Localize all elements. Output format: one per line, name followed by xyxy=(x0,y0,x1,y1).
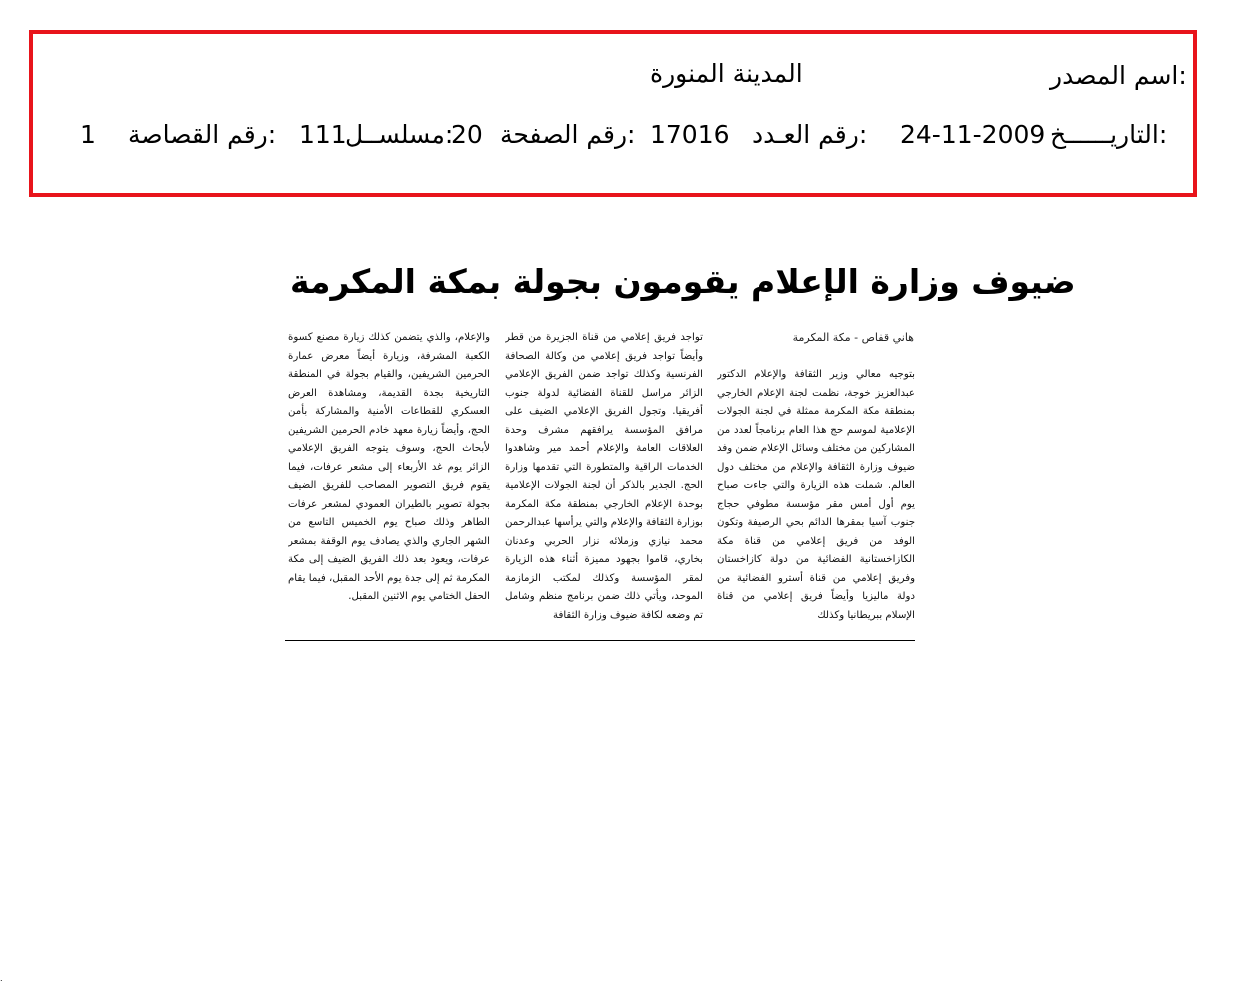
page-label: رقم الصفحة: xyxy=(500,120,636,149)
issue-value: 17016 xyxy=(650,120,730,149)
article-byline: هاني قفاص - مكة المكرمة xyxy=(792,331,914,344)
article-headline: ضيوف وزارة الإعلام يقومون بجولة بمكة المكرمة xyxy=(290,262,1076,301)
source-info-box xyxy=(29,30,1197,197)
article-column-2: تواجد فريق إعلامي من قناة الجزيرة من قطر وأيضاً تواجد فريق إعلامي من وكالة الصحافة الفرنسية وكذلك تواجد ضمن الفريق الإعلامي الزائر مراسل للقناة الفضائية لدولة جنوب أفريقيا. وتجول الفريق الإعلامي الضيف على مرافق المؤسسة يرافقهم مشرف وحدة العلاقات العامة والإعلام أحمد مير وشاهدوا الخدمات الراقية والمتطورة التي تقدمها وزارة الحج. الجدير بالذكر أن لجنة الجولات الإعلامية بوحدة الإعلام الخارجي بمنطقة مكة المكرمة بوزارة الثقافة والإعلام والتي يرأسها عبدالرحمن محمد نيازي وزملائه نزار الحربي وعدنان بخاري، قاموا بجهود مميزة أثناء هذه الزيارة لمقر المؤسسة وكذلك لمكتب الزمازمة الموحد، ويأتي ذلك ضمن برنامج منظم وشامل تم وضعه لكافة ضيوف وزارة الثقافة xyxy=(505,332,703,621)
date-value: 24-11-2009 xyxy=(900,120,1046,149)
article-bottom-rule xyxy=(285,640,915,641)
article-column-1: بتوجيه معالي وزير الثقافة والإعلام الدكتور عبدالعزيز خوجة، نظمت لجنة الإعلام الخارجي بمنطقة مكة المكرمة ممثلة في لجنة الجولات الإعلامية لموسم حج هذا العام برنامجاً لعدد من المشاركين من مختلف وسائل الإعلام ضمن وفد ضيوف وزارة الثقافة والإعلام من مختلف دول العالم. شملت هذه الزيارة والتي جاءت صباح يوم أول أمس مقر مؤسسة مطوفي حجاج جنوب آسيا بمقرها الدائم بحي الرصيفة وتكون الوفد من فريق إعلامي من قناة مكة الكازاخستانية الفضائية من دولة كازاخستان وفريق إعلامي من قناة أسترو الفضائية من دولة ماليزيا وأيضاً فريق إعلامي من قناة الإسلام ببريطانيا وكذلك xyxy=(717,369,915,621)
source-label: اسم المصدر: xyxy=(1050,61,1187,90)
page-value: 20 xyxy=(451,120,483,149)
serial-label: مسلســل: xyxy=(345,120,454,149)
clip-value: 1 xyxy=(80,120,96,149)
date-label: التاريــــــخ: xyxy=(1050,120,1168,149)
article-column-3: والإعلام، والذي يتضمن كذلك زيارة مصنع كسوة الكعبة المشرفة، وزيارة أيضاً معرض عمارة الحرمين الشريفين، والقيام بجولة في المنطقة التاريخية بجدة القديمة، ومشاهدة العرض العسكري للقطاعات الأمنية والمشاركة بأمن الحج، وأيضاً زيارة معهد خادم الحرمين الشريفين لأبحاث الحج، وسوف يتوجه الفريق الإعلامي الزائر يوم غد الأربعاء إلى مشعر عرفات، فيما يقوم فريق التصوير المصاحب للفريق الضيف بجولة تصوير بالطيران العمودي لمشعر عرفات الطاهر وذلك صباح يوم الخميس التاسع من الشهر الجاري والذي يصادف يوم الوقفة بمشعر عرفات، ويعود بعد ذلك الفريق الضيف إلى مكة المكرمة ثم إلى جدة يوم الأحد المقبل، فيما يقام الحفل الختامي يوم الاثنين المقبل. xyxy=(288,332,490,602)
source-value: المدينة المنورة xyxy=(650,59,803,88)
clip-label: رقم القصاصة: xyxy=(128,120,277,149)
serial-value: 111 xyxy=(299,120,347,149)
scan-mark: . xyxy=(0,974,3,983)
issue-label: رقم العـدد: xyxy=(752,120,868,149)
